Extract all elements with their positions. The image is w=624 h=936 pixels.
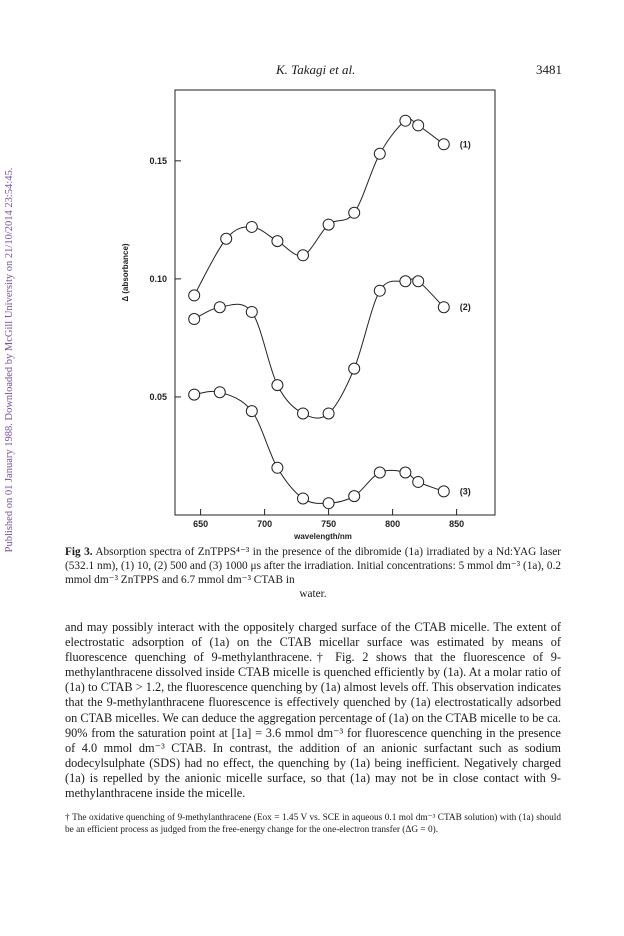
page-number: 3481 [536, 62, 562, 77]
series-3-line [194, 391, 444, 503]
series-3-label: (3) [459, 486, 471, 497]
series-3-point [214, 387, 225, 398]
series-2-point [400, 276, 411, 287]
y-axis-label: Δ (absorbance) [121, 243, 130, 302]
figure-label: Fig 3. [65, 546, 93, 558]
series-2-point [349, 363, 360, 374]
series-3-point [400, 467, 411, 478]
series-2-point [323, 408, 334, 419]
y-tick-label: 0.05 [149, 391, 167, 402]
caption-text: Absorption spectra of ZnTPPS⁴⁻³ in the presence of the dibromide (1a) irradiated by a Nd:YAG laser (532.1 nm), (1) 10, (2) 500 and (3) 1000 μs after the irradiation. Initial concentrations: 5 mmol dm⁻³ (1a), 0.2 mmol dm⁻³ ZnTPPS and 6.7 mmol dm⁻³ CTAB in [65, 546, 561, 586]
series-2-point [214, 302, 225, 313]
footnote-text: † The oxidative quenching of 9-methylanthracene (Eox = 1.45 V vs. SCE in aqueous 0.1 mol dm⁻³ CTAB solution) with (1a) should be an efficient process as judged from the free-energy change for the one-electron transfer (ΔG = 0). [65, 813, 561, 835]
series-2-point [189, 314, 200, 325]
series-2-label: (2) [459, 302, 471, 313]
series-2-point [298, 408, 309, 419]
series-2-point [413, 276, 424, 287]
series-3-point [272, 462, 283, 473]
series-2-point [374, 285, 385, 296]
figure-caption [65, 545, 561, 601]
series-1-line [194, 119, 444, 296]
x-tick-label: 650 [193, 519, 209, 529]
x-axis-label: wavelength/nm [294, 532, 352, 541]
running-author: K. Takagi et al. [276, 62, 356, 77]
series-1-point [400, 115, 411, 126]
series-1-point [349, 207, 360, 218]
series-1-point [374, 148, 385, 159]
series-2-point [438, 302, 449, 313]
body-paragraph [65, 620, 561, 801]
series-1-label: (1) [459, 139, 471, 150]
series-1-point [413, 120, 424, 131]
series-1-point [438, 139, 449, 150]
series-1-point [272, 236, 283, 247]
x-tick-label: 700 [257, 519, 273, 529]
series-1-point [189, 290, 200, 301]
series-3-point [374, 467, 385, 478]
series-2-line [194, 279, 444, 418]
x-tick-label: 850 [449, 519, 465, 529]
series-3-point [246, 406, 257, 417]
download-notice [2, 120, 18, 600]
absorption-spectra-chart [110, 85, 510, 541]
x-tick-label: 750 [321, 519, 337, 529]
series-1-point [246, 221, 257, 232]
series-1-point [221, 233, 232, 244]
series-1-point [323, 219, 334, 230]
footnote [65, 812, 561, 836]
body-paragraph-text: and may possibly interact with the oppositely charged surface of the CTAB micelle. The extent of electrostatic adsorption of (1a) on the CTAB micellar surface was estimated by means of fluorescence quenching of 9-methylanthracene.† Fig. 2 shows that the fluorescence of 9-methylanthracene dissolved inside CTAB micelle is quenched efficiently by (1a). At a molar ratio of (1a) to CTAB > 1.2, the fluorescence quenching by (1a) almost levels off. This observation indicates that the 9-methylanthracene fluorescence is effectively quenched by (1a) electrostatically adsorbed on CTAB micelles. We can deduce the aggregation percentage of (1a) on the CTAB micelle to be ca. 90% from the saturation point at [1a] = 3.6 mmol dm⁻³ for fluorescence quenching in the presence of 4.0 mmol dm⁻³ CTAB. In contrast, the addition of an anionic surfactant such as sodium dodecylsulphate (SDS) had no effect, the quenching by (1a) being inefficient. Negatively charged (1a) is repelled by the anionic micelle surface, so that (1a) may not be in close contact with 9-methylanthracene inside the micelle. [65, 620, 561, 801]
series-3-point [323, 498, 334, 509]
series-3-point [189, 389, 200, 400]
x-tick-label: 800 [385, 519, 401, 529]
caption-last-line: water. [299, 588, 327, 600]
download-notice-text: Published on 01 January 1988. Downloaded by McGill University on 21/10/2014 23:54:45. [4, 167, 15, 553]
series-3-point [349, 491, 360, 502]
series-3-point [438, 486, 449, 497]
y-tick-label: 0.15 [149, 155, 167, 166]
y-tick-label: 0.10 [149, 273, 167, 284]
series-2-point [272, 380, 283, 391]
series-2-point [246, 306, 257, 317]
series-3-point [413, 476, 424, 487]
series-1-point [298, 250, 309, 261]
page-header [0, 62, 624, 82]
series-3-point [298, 493, 309, 504]
